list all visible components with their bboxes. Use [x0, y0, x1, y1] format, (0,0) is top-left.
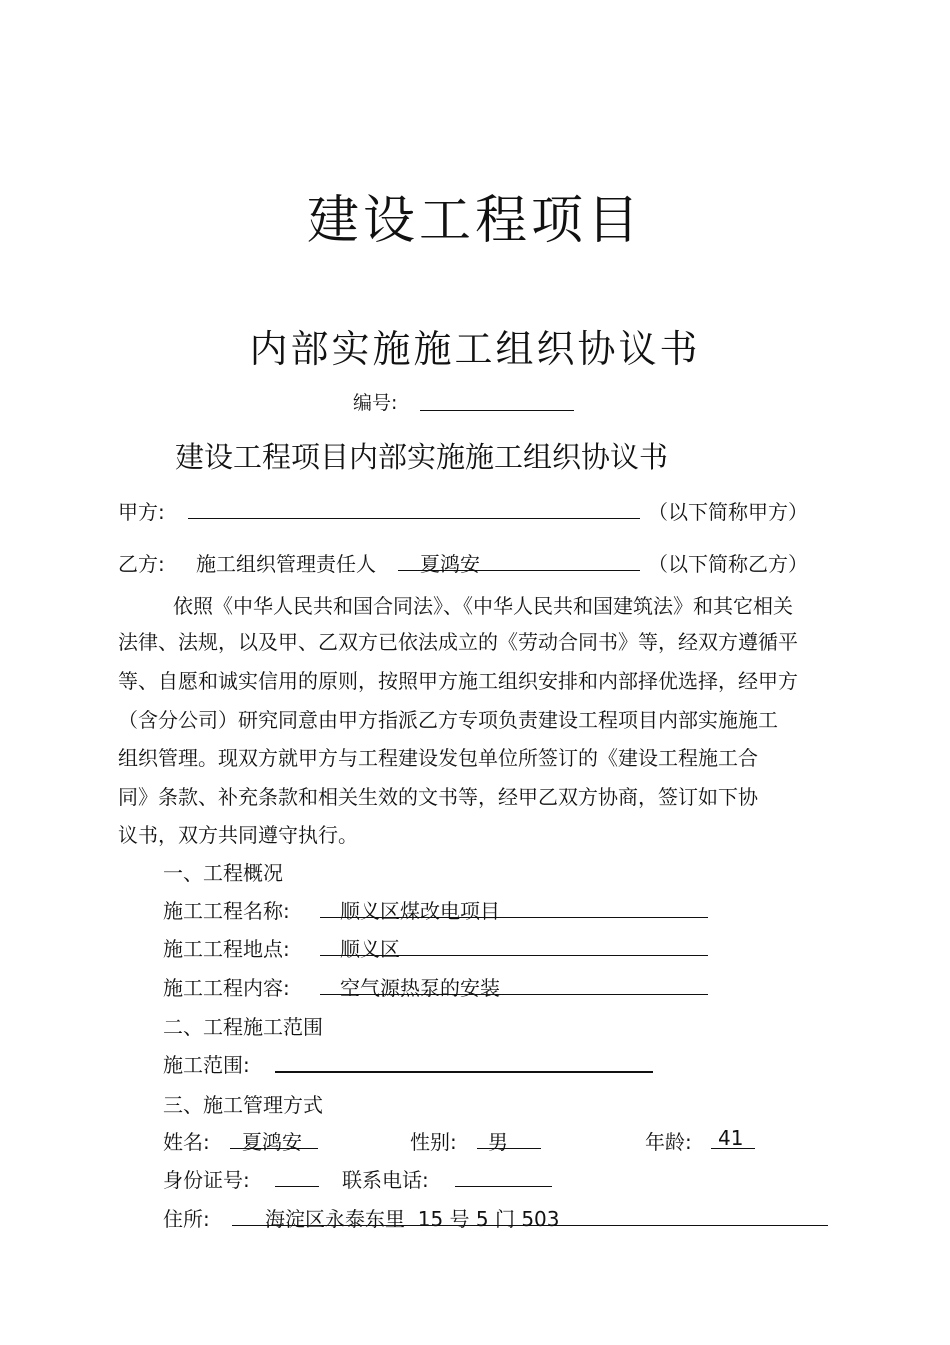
project-name-value: 顺义区煤改电项目: [340, 899, 500, 923]
phone-label: 联系电话:: [342, 1168, 429, 1192]
preamble-line: （含分公司）研究同意由甲方指派乙方专项负责建设工程项目内部实施施工: [118, 708, 778, 732]
gender-field[interactable]: [477, 1148, 541, 1149]
preamble-line: 等、自愿和诚实信用的原则，按照甲方施工组织安排和内部择优选择，经甲方: [118, 669, 798, 693]
party-a-field[interactable]: [188, 518, 640, 519]
party-b-label: 乙方:: [118, 552, 165, 576]
id-number-field[interactable]: [275, 1186, 319, 1187]
party-a-suffix: （以下简称甲方）: [648, 500, 808, 524]
project-location-value: 顺义区: [340, 937, 400, 961]
party-a-label: 甲方:: [118, 500, 165, 524]
preamble-line: 法律、法规，以及甲、乙双方已依法成立的《劳动合同书》等，经双方遵循平: [118, 630, 798, 654]
address-value: 海淀区永泰东里 15 号 5 门 503: [265, 1207, 560, 1231]
phone-field[interactable]: [455, 1186, 552, 1187]
scope-label: 施工范围:: [163, 1053, 250, 1077]
preamble-line: 同》条款、补充条款和相关生效的文书等，经甲乙双方协商，签订如下协: [118, 785, 758, 809]
preamble-line: 议书，双方共同遵守执行。: [118, 823, 358, 847]
preamble-line: 依照《中华人民共和国合同法》、《中华人民共和国建筑法》和其它相关: [173, 594, 793, 618]
project-content-value: 空气源热泵的安装: [340, 976, 500, 1000]
scope-field[interactable]: [275, 1071, 653, 1073]
document-subtitle: 内部实施施工组织协议书: [249, 327, 701, 371]
project-name-label: 施工工程名称:: [163, 899, 290, 923]
party-b-value: 夏鸿安: [420, 552, 480, 576]
party-b-suffix: （以下简称乙方）: [648, 552, 808, 576]
name-value: 夏鸿安: [242, 1130, 302, 1154]
age-value: 41: [718, 1126, 744, 1150]
serial-field[interactable]: [420, 410, 574, 411]
name-label: 姓名:: [163, 1130, 210, 1154]
serial-label: 编号:: [353, 392, 398, 414]
gender-value: 男: [488, 1130, 508, 1154]
project-location-label: 施工工程地点:: [163, 937, 290, 961]
section-2-heading: 二、工程施工范围: [163, 1015, 323, 1039]
preamble-line: 组织管理。现双方就甲方与工程建设发包单位所签订的《建设工程施工合: [118, 746, 758, 770]
project-content-label: 施工工程内容:: [163, 976, 290, 1000]
gender-label: 性别:: [410, 1130, 457, 1154]
id-number-label: 身份证号:: [163, 1168, 250, 1192]
document-title: 建设工程项目: [306, 191, 643, 251]
agreement-heading: 建设工程项目内部实施施工组织协议书: [175, 440, 669, 474]
age-label: 年龄:: [645, 1130, 692, 1154]
section-3-heading: 三、施工管理方式: [163, 1093, 323, 1117]
address-label: 住所:: [163, 1207, 210, 1231]
section-1-heading: 一、工程概况: [163, 861, 283, 885]
party-b-role: 施工组织管理责任人: [196, 552, 376, 576]
